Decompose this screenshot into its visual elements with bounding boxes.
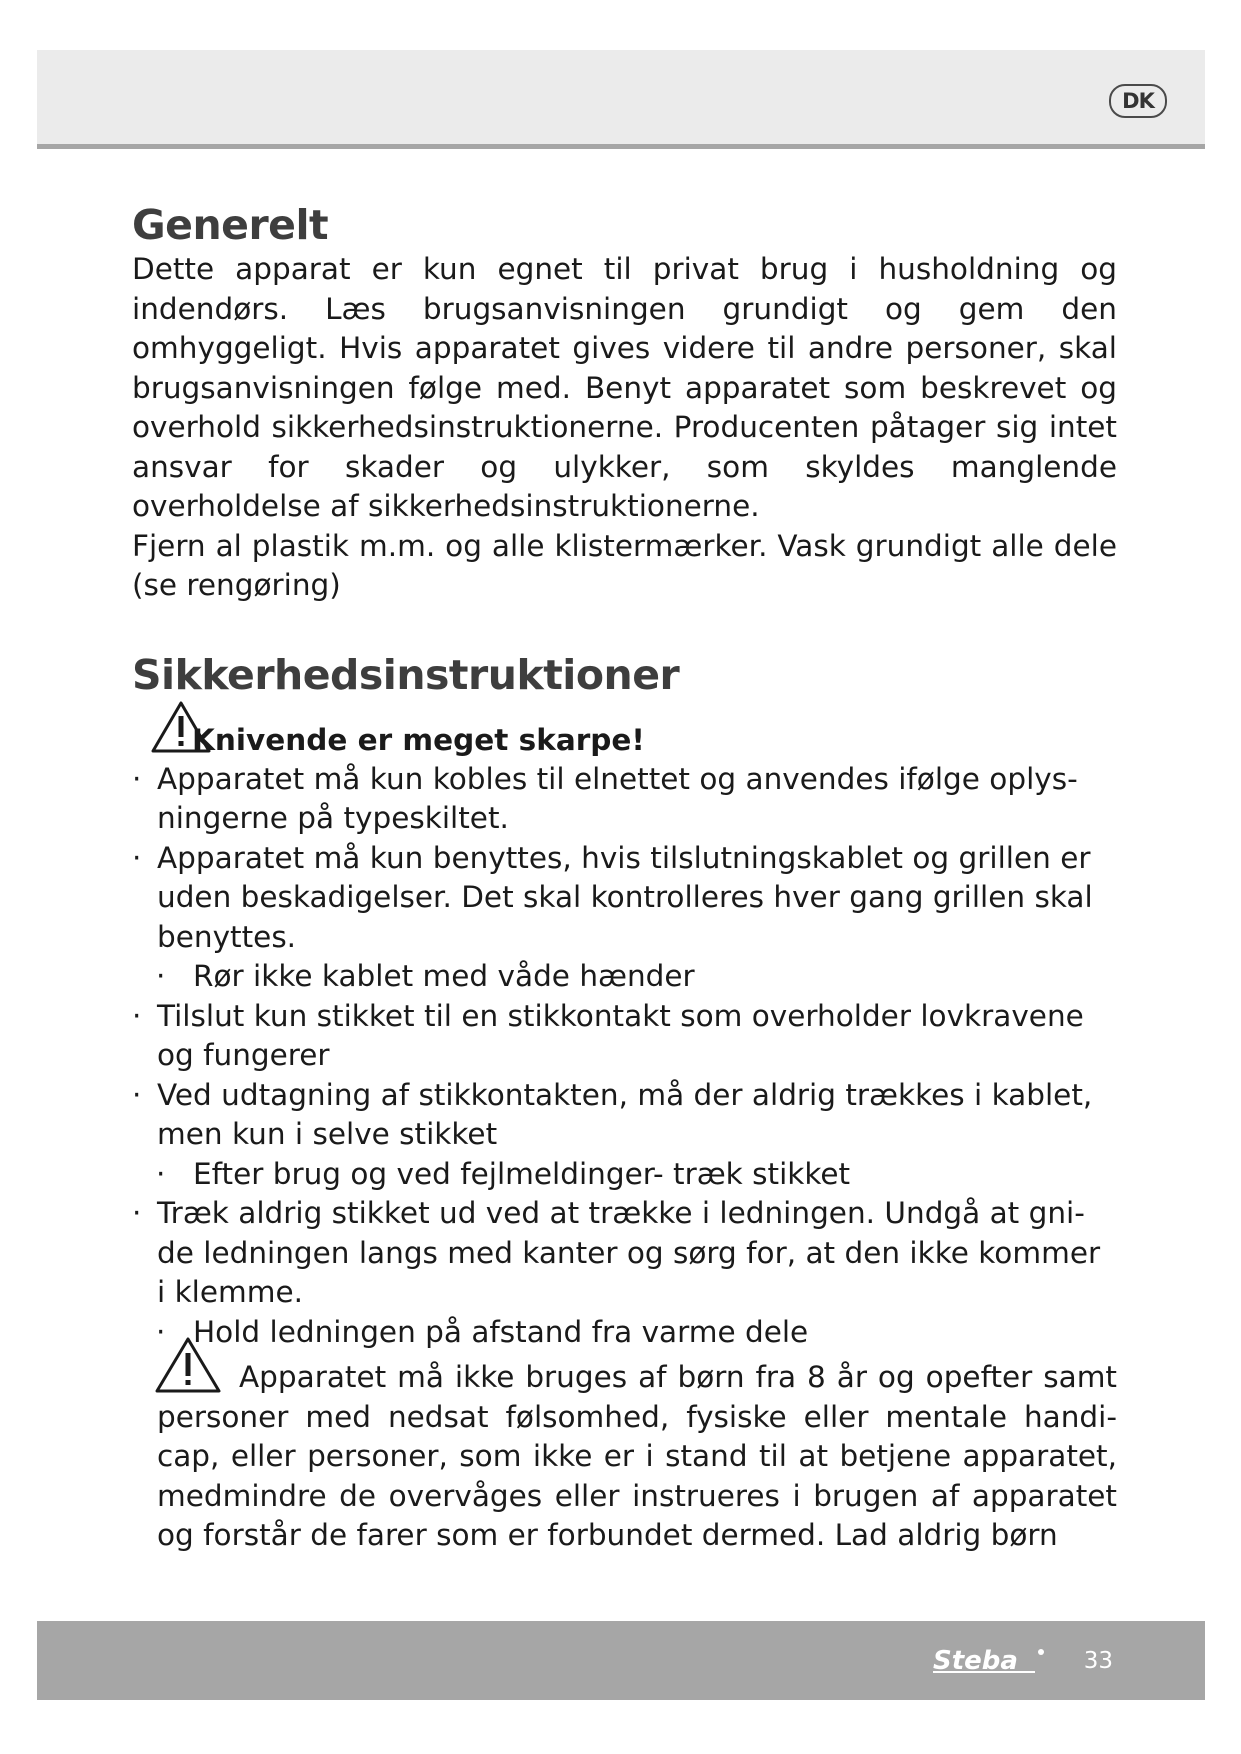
children-warning-text: Apparatet må ikke bruges af børn fra 8 år og opefter samt personer med nedsat følsomhed, fysiske eller mentale handi-cap, eller personer, som ikke er i stand til at betjene apparatet, medmindre de overvåges eller instrueres i brugen af apparatet og forstår de farer som er forbundet dermed. Lad aldrig børn [157,1360,1117,1552]
children-warning [132,1358,1117,1556]
safety-item: · Ved udtagning af stikkontakten, må der aldrig trækkes i kablet, men kun i selve stikket [132,1076,1117,1155]
safety-list [132,760,1117,1353]
safety-item: · Apparatet må kun benyttes, hvis tilslutningskablet og grillen er uden beskadigelser. Det skal kontrolleres hver gang grillen skal benyttes. [132,839,1117,958]
warning-title: Knivende er meget skarpe! [192,722,645,757]
safety-item: · Træk aldrig stikket ud ved at trække i ledningen. Undgå at gni-de ledningen langs med kanter og sørg for, at den ikke kommer i klemme. [132,1194,1117,1313]
page-content [132,200,1117,1556]
safety-item: · Hold ledningen på afstand fra varme dele [132,1313,1117,1353]
section-general [132,200,1117,606]
page-header [37,50,1205,149]
general-paragraph: Dette apparat er kun egnet til privat brug i husholdning og indendørs. Læs brugsanvisningen grundigt og gem den omhyggeligt. Hvis apparatet gives videre til andre personer, skal brugsanvisningen følge med. Benyt apparatet som beskrevet og overhold sikkerhedsinstruktionerne. Producenten påtager sig intet ansvar for skader og ulykker, som skyldes manglende overholdelse af sikkerhedsinstruktionerne. [132,252,1117,523]
general-heading: Generelt [132,201,329,249]
svg-text:Steba: Steba [933,1646,1018,1676]
safety-item: · Efter brug og ved fejlmeldinger- træk stikket [132,1155,1117,1195]
safety-item: · Rør ikke kablet med våde hænder [132,957,1117,997]
page-number: 33 [1083,1648,1113,1674]
warning-triangle-icon [154,1336,222,1394]
safety-item: · Apparatet må kun kobles til elnettet og anvendes ifølge oplys-ningerne på typeskiltet. [132,760,1117,839]
safety-heading: Sikkerhedsinstruktioner [132,650,680,699]
language-badge: DK [1109,84,1167,118]
safety-item: · Tilslut kun stikket til en stikkontakt som overholder lovkravene og fungerer [132,997,1117,1076]
cleaning-paragraph: Fjern al plastik m.m. og alle klistermærker. Vask grundigt alle dele (se rengøring) [132,528,1117,602]
brand-logo [931,1645,1051,1679]
knife-warning [132,700,1117,760]
section-safety [132,650,1117,1556]
page-footer [37,1621,1205,1700]
